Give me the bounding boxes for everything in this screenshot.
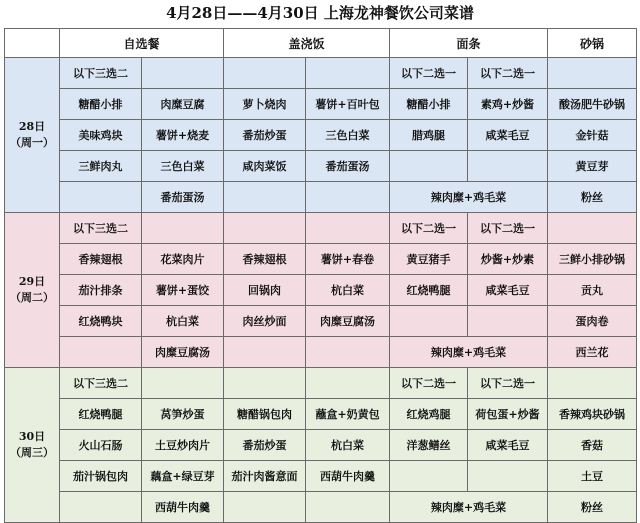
menu-row <box>5 492 637 523</box>
menu-cell <box>60 337 142 368</box>
menu-cell: 以下二选一 <box>468 213 548 244</box>
menu-cell <box>390 306 468 337</box>
menu-cell: 咸菜毛豆 <box>468 430 548 461</box>
menu-cell: 以下二选一 <box>390 58 468 89</box>
menu-row <box>5 213 637 244</box>
menu-row <box>5 244 637 275</box>
menu-cell <box>390 151 468 182</box>
menu-cell: 三色白菜 <box>142 151 224 182</box>
menu-cell: 薯饼+百叶包 <box>306 89 390 120</box>
menu-cell: 咸菜毛豆 <box>468 275 548 306</box>
menu-cell <box>468 151 548 182</box>
menu-cell <box>390 461 468 492</box>
menu-cell: 以下二选一 <box>468 58 548 89</box>
menu-cell: 美味鸡块 <box>60 120 142 151</box>
menu-cell <box>548 58 637 89</box>
menu-cell: 炒酱+炒素 <box>468 244 548 275</box>
menu-row <box>5 368 637 399</box>
menu-cell <box>142 58 224 89</box>
menu-cell: 贡丸 <box>548 275 637 306</box>
menu-cell: 糖醋小排 <box>60 89 142 120</box>
menu-cell: 素鸡+炒酱 <box>468 89 548 120</box>
menu-cell: 杭白菜 <box>306 275 390 306</box>
menu-cell: 薯饼+蛋饺 <box>142 275 224 306</box>
header-gaijiao: 盖浇饭 <box>224 29 390 58</box>
menu-cell: 花菜肉片 <box>142 244 224 275</box>
menu-cell: 薯饼+春卷 <box>306 244 390 275</box>
menu-cell: 洋葱鳝丝 <box>390 430 468 461</box>
menu-row <box>5 306 637 337</box>
menu-cell: 番茄炒蛋 <box>224 120 306 151</box>
day-weekday: （周三） <box>10 446 54 459</box>
menu-cell <box>306 492 390 523</box>
menu-cell: 肉糜豆腐汤 <box>306 306 390 337</box>
menu-cell: 以下三选二 <box>60 213 142 244</box>
menu-cell: 以下三选二 <box>60 58 142 89</box>
menu-cell: 薯饼+烧麦 <box>142 120 224 151</box>
menu-cell: 红烧鸭块 <box>60 306 142 337</box>
menu-cell: 藕盒+绿豆芽 <box>142 461 224 492</box>
menu-cell: 三色白菜 <box>306 120 390 151</box>
menu-cell: 腊鸡腿 <box>390 120 468 151</box>
menu-cell: 蛋肉卷 <box>548 306 637 337</box>
day-date: 29日 <box>18 275 46 288</box>
menu-cell: 三鲜小排砂锅 <box>548 244 637 275</box>
menu-cell: 红烧鸭腿 <box>60 399 142 430</box>
day-weekday: （周一） <box>10 136 54 149</box>
menu-cell: 茄汁锅包肉 <box>60 461 142 492</box>
menu-cell: 茄汁肉酱意面 <box>224 461 306 492</box>
menu-cell: 西兰花 <box>548 337 637 368</box>
menu-row <box>5 337 637 368</box>
header-zixuan: 自选餐 <box>60 29 224 58</box>
menu-cell <box>306 337 390 368</box>
menu-table <box>4 28 637 523</box>
menu-cell <box>60 492 142 523</box>
page-title: 4月28日——4月30日 上海龙神餐饮公司菜谱 <box>166 4 474 22</box>
menu-cell: 红烧鸭腿 <box>390 275 468 306</box>
menu-cell: 以下三选二 <box>60 368 142 399</box>
menu-cell <box>306 213 390 244</box>
menu-cell <box>468 461 548 492</box>
menu-cell <box>306 182 390 213</box>
menu-cell: 茄汁排条 <box>60 275 142 306</box>
menu-cell: 黄豆猪手 <box>390 244 468 275</box>
day-date: 30日 <box>18 430 46 443</box>
day-label-cell <box>5 58 60 213</box>
corner-cell <box>5 29 60 58</box>
menu-cell: 辣肉糜+鸡毛菜 <box>390 492 548 523</box>
menu-cell: 番茄蛋汤 <box>142 182 224 213</box>
menu-cell: 荷包蛋+炒酱 <box>468 399 548 430</box>
menu-cell: 咸菜毛豆 <box>468 120 548 151</box>
menu-cell: 西葫牛肉羹 <box>142 492 224 523</box>
menu-row <box>5 399 637 430</box>
menu-cell: 金针菇 <box>548 120 637 151</box>
menu-cell: 酸汤肥牛砂锅 <box>548 89 637 120</box>
menu-cell: 粉丝 <box>548 492 637 523</box>
header-row <box>5 29 637 58</box>
menu-cell: 回锅肉 <box>224 275 306 306</box>
menu-cell: 土豆 <box>548 461 637 492</box>
menu-cell: 肉丝炒面 <box>224 306 306 337</box>
menu-row <box>5 151 637 182</box>
day-date: 28日 <box>18 120 46 133</box>
menu-cell: 三鲜肉丸 <box>60 151 142 182</box>
menu-row <box>5 182 637 213</box>
menu-row <box>5 58 637 89</box>
menu-row <box>5 89 637 120</box>
menu-cell: 辣肉糜+鸡毛菜 <box>390 182 548 213</box>
menu-cell <box>60 182 142 213</box>
menu-row <box>5 461 637 492</box>
menu-cell: 以下二选一 <box>390 368 468 399</box>
menu-cell: 番茄蛋汤 <box>306 151 390 182</box>
menu-cell: 香辣鸡块砂锅 <box>548 399 637 430</box>
menu-cell: 肉糜豆腐 <box>142 89 224 120</box>
day-label-cell <box>5 368 60 523</box>
menu-cell <box>548 368 637 399</box>
menu-row <box>5 275 637 306</box>
menu-cell <box>142 368 224 399</box>
menu-cell: 粉丝 <box>548 182 637 213</box>
menu-cell: 土豆炒肉片 <box>142 430 224 461</box>
menu-cell: 红烧鸡腿 <box>390 399 468 430</box>
day-weekday: （周二） <box>10 291 54 304</box>
menu-cell: 香辣翅根 <box>224 244 306 275</box>
menu-cell: 莴笋炒蛋 <box>142 399 224 430</box>
menu-cell <box>306 368 390 399</box>
menu-cell: 糖醋小排 <box>390 89 468 120</box>
menu-cell: 西葫牛肉羹 <box>306 461 390 492</box>
menu-cell: 火山石肠 <box>60 430 142 461</box>
header-miantiao: 面条 <box>390 29 548 58</box>
menu-cell <box>548 213 637 244</box>
menu-cell <box>224 58 306 89</box>
menu-cell: 杭白菜 <box>306 430 390 461</box>
menu-cell: 咸肉菜饭 <box>224 151 306 182</box>
header-shaguo: 砂锅 <box>548 29 637 58</box>
menu-cell <box>224 213 306 244</box>
menu-cell: 杭白菜 <box>142 306 224 337</box>
menu-cell <box>224 492 306 523</box>
menu-cell: 香菇 <box>548 430 637 461</box>
menu-row <box>5 120 637 151</box>
menu-cell <box>224 182 306 213</box>
menu-cell: 萝卜烧肉 <box>224 89 306 120</box>
menu-cell <box>142 213 224 244</box>
menu-row <box>5 430 637 461</box>
menu-cell: 番茄炒蛋 <box>224 430 306 461</box>
menu-cell: 蘸盒+奶黄包 <box>306 399 390 430</box>
menu-cell <box>468 306 548 337</box>
menu-cell: 黄豆芽 <box>548 151 637 182</box>
menu-cell: 香辣翅根 <box>60 244 142 275</box>
menu-cell: 辣肉糜+鸡毛菜 <box>390 337 548 368</box>
menu-cell <box>224 337 306 368</box>
day-label-cell <box>5 213 60 368</box>
menu-cell: 糖醋锅包肉 <box>224 399 306 430</box>
menu-cell <box>224 368 306 399</box>
menu-cell: 肉糜豆腐汤 <box>142 337 224 368</box>
menu-cell <box>306 58 390 89</box>
menu-cell: 以下二选一 <box>390 213 468 244</box>
menu-cell: 以下二选一 <box>468 368 548 399</box>
